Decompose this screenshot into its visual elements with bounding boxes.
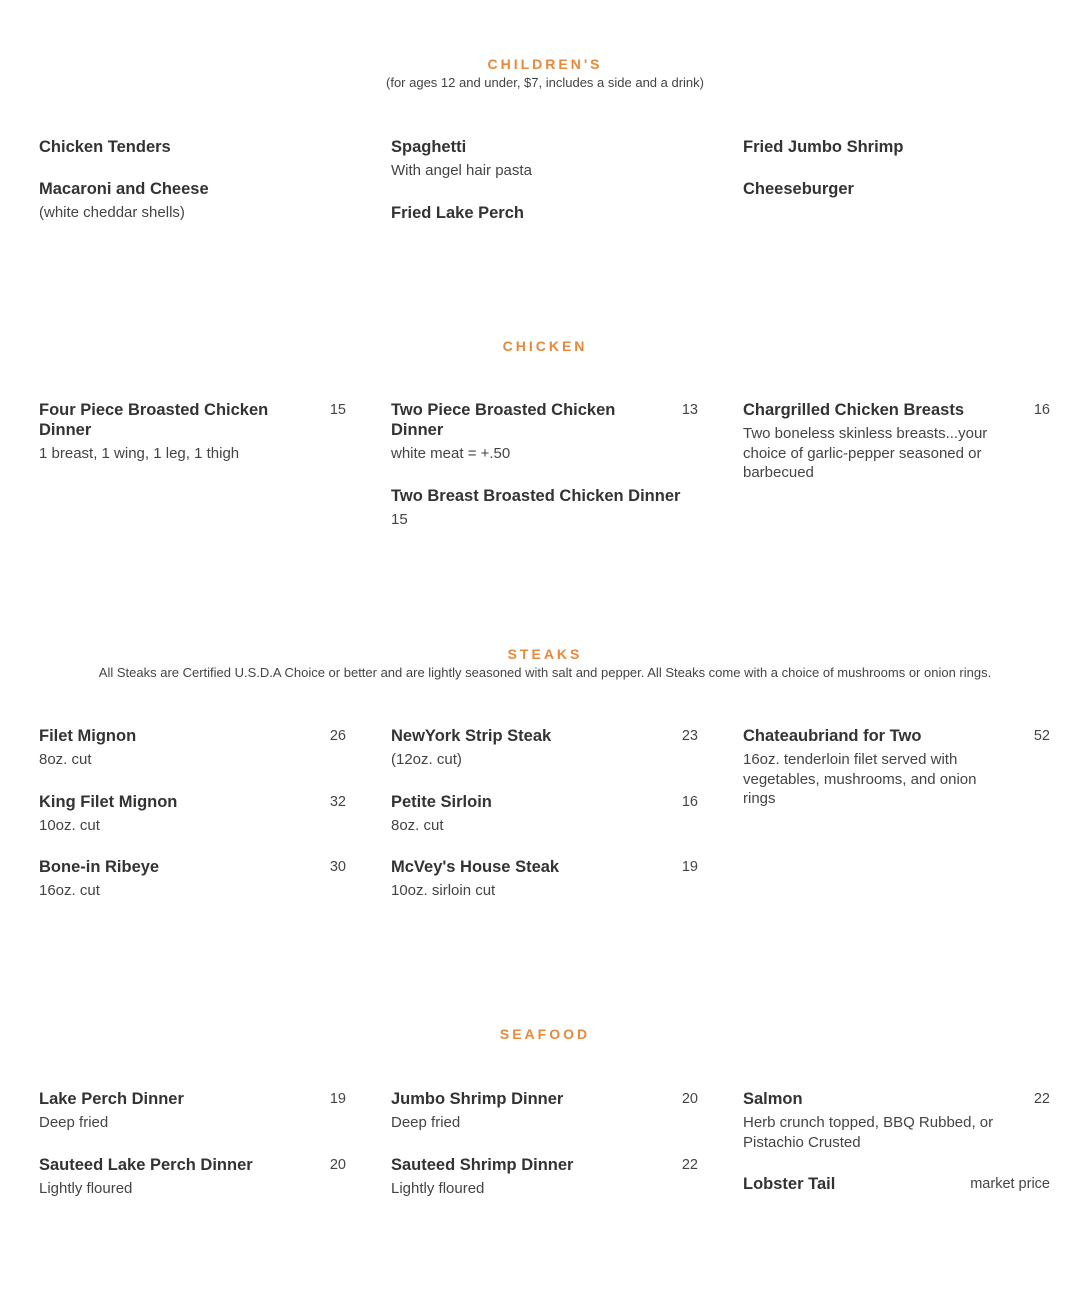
menu-item-name: Lake Perch Dinner bbox=[39, 1090, 184, 1108]
menu-item-name: Lobster Tail bbox=[743, 1175, 836, 1193]
menu-item-description: 8oz. cut bbox=[391, 816, 444, 834]
menu-item bbox=[39, 792, 346, 836]
menu-item-price: 15 bbox=[329, 402, 346, 418]
section-childrens bbox=[0, 55, 1090, 92]
menu-item bbox=[743, 1089, 1050, 1152]
menu-item-name: Chicken Tenders bbox=[39, 138, 171, 156]
menu-item bbox=[391, 1155, 698, 1199]
menu-item-price: 16 bbox=[681, 793, 698, 810]
menu-item-header bbox=[39, 857, 346, 877]
menu-item bbox=[743, 179, 1050, 199]
menu-item-price: 22 bbox=[681, 1156, 698, 1173]
menu-column bbox=[743, 137, 1050, 221]
menu-item-header bbox=[391, 203, 698, 223]
menu-item-header bbox=[391, 400, 698, 440]
menu-item-price: 30 bbox=[329, 859, 346, 875]
menu-column bbox=[743, 1089, 1050, 1216]
menu-item-description: 10oz. sirloin cut bbox=[391, 882, 496, 899]
menu-item-description: With angel hair pasta bbox=[391, 162, 532, 179]
menu-item-price: 19 bbox=[681, 859, 698, 875]
menu-item-name: Four Piece Broasted Chicken Dinner bbox=[39, 401, 269, 439]
menu-item-description: 16oz. cut bbox=[39, 882, 100, 899]
menu-item bbox=[391, 792, 698, 836]
menu-item-price: 13 bbox=[681, 402, 698, 418]
menu-item-price: 20 bbox=[329, 1156, 346, 1173]
menu-item bbox=[39, 137, 346, 157]
menu-item-name: Bone-in Ribeye bbox=[39, 858, 160, 876]
menu-item-name: NewYork Strip Steak bbox=[391, 727, 552, 745]
menu-item-name: Sauteed Lake Perch Dinner bbox=[39, 1155, 253, 1174]
menu-item bbox=[391, 400, 698, 464]
menu-item-description: Deep fried bbox=[391, 1114, 461, 1131]
section-title: STEAKS bbox=[507, 646, 583, 662]
menu-item-header bbox=[39, 1155, 346, 1175]
menu-item-header bbox=[39, 179, 346, 199]
menu-item-header bbox=[39, 792, 346, 812]
menu-item-description: 16oz. tenderloin filet served with vegetables, mushrooms, and onion rings bbox=[743, 751, 977, 807]
menu-item-name: Cheeseburger bbox=[743, 180, 854, 198]
menu-item-header bbox=[39, 726, 346, 746]
menu-item-price: market price bbox=[970, 1176, 1050, 1192]
menu-item bbox=[391, 203, 698, 223]
menu-item-description: 1 breast, 1 wing, 1 leg, 1 thigh bbox=[39, 445, 240, 462]
menu-item bbox=[743, 137, 1050, 157]
menu-item bbox=[743, 726, 1050, 809]
menu-item-header bbox=[743, 1089, 1050, 1109]
section-chicken bbox=[0, 337, 1090, 355]
menu-item-description: (12oz. cut) bbox=[391, 751, 462, 768]
menu-column bbox=[391, 1089, 698, 1220]
menu-item-header bbox=[743, 137, 1050, 157]
menu-column bbox=[391, 400, 698, 551]
section-seafood bbox=[0, 1025, 1090, 1043]
menu-column bbox=[391, 137, 698, 245]
menu-column bbox=[743, 726, 1050, 831]
menu-item-description: 10oz. cut bbox=[39, 816, 100, 834]
menu-column bbox=[39, 1089, 346, 1220]
section-subtitle: All Steaks are Certified U.S.D.A Choice or better and are lightly seasoned with salt and pepper. All Steaks come with a choice of mushrooms or onion rings. bbox=[98, 665, 992, 680]
menu-item-price: 20 bbox=[681, 1091, 698, 1107]
menu-item-description: Two boneless skinless breasts...your choice of garlic-pepper seasoned or barbecued bbox=[743, 425, 988, 481]
menu-item bbox=[39, 179, 346, 223]
menu-column bbox=[743, 400, 1050, 505]
menu-item bbox=[391, 1089, 698, 1133]
menu-item-header bbox=[39, 137, 346, 157]
menu-item bbox=[39, 1155, 346, 1199]
menu-item-header bbox=[391, 486, 698, 506]
menu-item bbox=[391, 857, 698, 901]
menu-item-price: 32 bbox=[329, 793, 346, 810]
menu-item-name: Fried Lake Perch bbox=[391, 203, 524, 222]
menu-item-description: 8oz. cut bbox=[39, 751, 92, 768]
menu-item bbox=[743, 400, 1050, 483]
menu-item-header bbox=[743, 1174, 1050, 1194]
menu-item-price: 19 bbox=[329, 1091, 346, 1107]
menu-item-description: white meat = +.50 bbox=[391, 445, 511, 462]
menu-item-header bbox=[391, 1089, 698, 1109]
menu-item-name: Spaghetti bbox=[391, 138, 467, 156]
menu-item-price: 26 bbox=[329, 728, 346, 744]
menu-item-price: 16 bbox=[1033, 402, 1050, 418]
menu-item bbox=[743, 1174, 1050, 1194]
menu-item-description: Lightly floured bbox=[391, 1179, 485, 1197]
menu-item-header bbox=[391, 857, 698, 877]
menu-item-name: Macaroni and Cheese bbox=[39, 180, 209, 198]
menu-item bbox=[391, 726, 698, 770]
menu-item bbox=[39, 1089, 346, 1133]
menu-column bbox=[39, 726, 346, 923]
menu-item-name: Chargrilled Chicken Breasts bbox=[743, 401, 964, 419]
menu-item-price: 23 bbox=[681, 728, 698, 744]
menu-item-header bbox=[391, 1155, 698, 1175]
section-subtitle: (for ages 12 and under, $7, includes a side and a drink) bbox=[386, 75, 704, 90]
menu-item-name: Petite Sirloin bbox=[391, 792, 492, 811]
section-title: CHILDREN'S bbox=[487, 56, 603, 72]
menu-item-header bbox=[743, 179, 1050, 199]
menu-item-header bbox=[743, 726, 1050, 746]
menu-column bbox=[39, 400, 346, 486]
menu-item-name: Two Piece Broasted Chicken Dinner bbox=[391, 401, 616, 439]
menu-item-header bbox=[743, 400, 1050, 420]
menu-item-name: Jumbo Shrimp Dinner bbox=[391, 1090, 564, 1108]
menu-item bbox=[391, 137, 698, 181]
menu-item-header bbox=[391, 726, 698, 746]
menu-item-price: 52 bbox=[1033, 728, 1050, 744]
menu-item-description: Herb crunch topped, BBQ Rubbed, or Pistachio Crusted bbox=[743, 1114, 994, 1151]
menu-column bbox=[39, 137, 346, 245]
menu-item bbox=[39, 400, 346, 464]
section-title: SEAFOOD bbox=[499, 1026, 591, 1042]
menu-item-description: 15 bbox=[391, 510, 408, 528]
section-steaks bbox=[0, 645, 1090, 682]
menu-item-header bbox=[391, 137, 698, 157]
menu-item-price: 22 bbox=[1033, 1091, 1050, 1107]
menu-item-name: Sauteed Shrimp Dinner bbox=[391, 1155, 574, 1174]
menu-column bbox=[391, 726, 698, 923]
menu-item-name: Salmon bbox=[743, 1090, 803, 1108]
menu-item-header bbox=[391, 792, 698, 812]
menu-item-name: Chateaubriand for Two bbox=[743, 727, 922, 745]
menu-item-name: Fried Jumbo Shrimp bbox=[743, 138, 904, 156]
menu-item bbox=[391, 486, 698, 530]
menu-item-name: Two Breast Broasted Chicken Dinner bbox=[391, 486, 681, 505]
menu-item-name: McVey's House Steak bbox=[391, 858, 560, 876]
menu-item-description: (white cheddar shells) bbox=[39, 204, 185, 221]
menu-item-description: Lightly floured bbox=[39, 1179, 133, 1197]
menu-item bbox=[39, 726, 346, 770]
menu-item-name: Filet Mignon bbox=[39, 727, 137, 745]
menu-item-name: King Filet Mignon bbox=[39, 792, 178, 811]
menu-item bbox=[39, 857, 346, 901]
menu-item-description: Deep fried bbox=[39, 1114, 109, 1131]
menu-item-header bbox=[39, 1089, 346, 1109]
menu-item-header bbox=[39, 400, 346, 440]
section-title: CHICKEN bbox=[502, 338, 588, 354]
